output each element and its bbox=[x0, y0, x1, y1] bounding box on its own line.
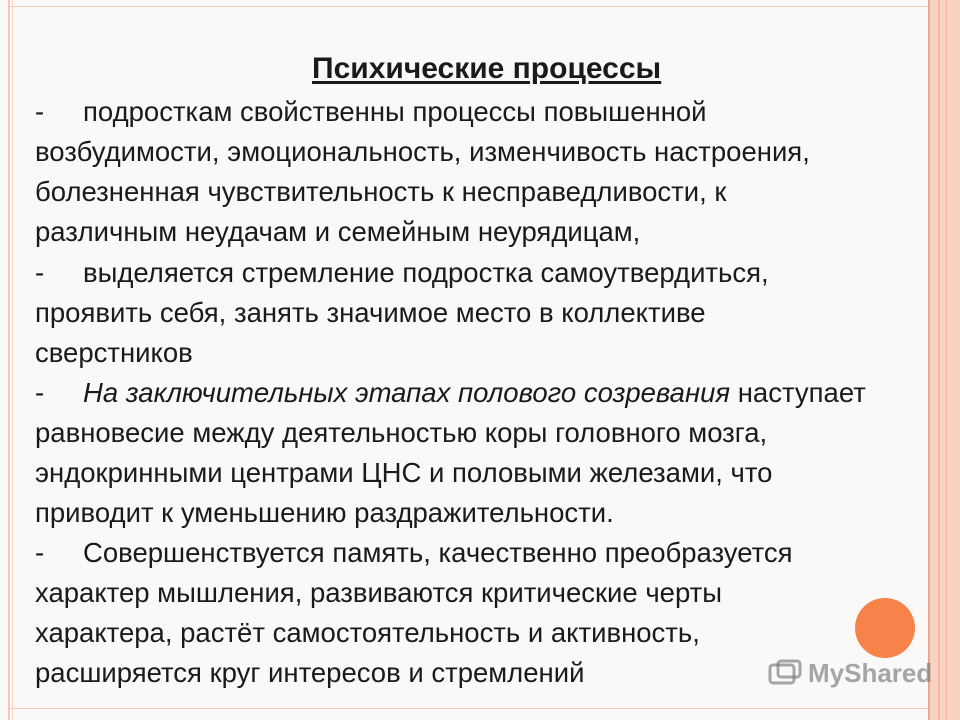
bullet-marker: - bbox=[35, 377, 45, 408]
frame-line bbox=[12, 0, 13, 720]
item-italic-lead: На заключительных этапах полового созревания bbox=[83, 377, 731, 408]
bullet-marker: - bbox=[35, 257, 45, 288]
decorative-circle bbox=[855, 598, 915, 658]
right-decorative-band bbox=[928, 0, 960, 720]
item-text: сверстников bbox=[35, 337, 193, 368]
bullet-marker: - bbox=[35, 96, 45, 127]
frame-line bbox=[946, 0, 947, 720]
bullet-line bbox=[35, 257, 769, 289]
frame-line bbox=[928, 0, 930, 720]
watermark-text: MyShared bbox=[808, 658, 933, 688]
item-text: приводит к уменьшению раздражительности. bbox=[35, 497, 614, 528]
bullet-marker: - bbox=[35, 537, 45, 568]
item-text: расширяется круг интересов и стремлений bbox=[35, 657, 585, 688]
item-text: Совершенствуется память, качественно преобразуется bbox=[83, 537, 793, 568]
item-text: различным неудачам и семейным неурядицам, bbox=[35, 216, 641, 247]
frame-line bbox=[8, 6, 928, 7]
item-text: характера, растёт самостоятельность и активность, bbox=[35, 617, 700, 648]
bullet-line bbox=[35, 537, 793, 569]
slide-title: Психические процессы bbox=[312, 52, 662, 85]
item-text: возбудимости, эмоциональность, изменчивость настроения, bbox=[35, 136, 810, 167]
bullet-line bbox=[35, 377, 866, 409]
item-text: выделяется стремление подростка самоутвердиться, bbox=[83, 257, 769, 288]
frame-line bbox=[8, 0, 10, 720]
item-text: эндокринными центрами ЦНС и половыми железами, что bbox=[35, 457, 773, 488]
item-text: проявить себя, занять значимое место в коллективе bbox=[35, 297, 706, 328]
bullet-line bbox=[35, 96, 707, 128]
myshared-logo-icon bbox=[768, 659, 802, 689]
frame-line bbox=[8, 708, 928, 709]
item-text: болезненная чувствительность к несправедливости, к bbox=[35, 176, 727, 207]
frame-line bbox=[938, 0, 940, 720]
watermark bbox=[768, 658, 932, 689]
item-text: наступает bbox=[730, 377, 866, 408]
item-text: подросткам свойственны процессы повышенной bbox=[83, 96, 707, 127]
item-text: характер мышления, развиваются критические черты bbox=[35, 577, 723, 608]
item-text: равновесие между деятельностью коры головного мозга, bbox=[35, 417, 768, 448]
